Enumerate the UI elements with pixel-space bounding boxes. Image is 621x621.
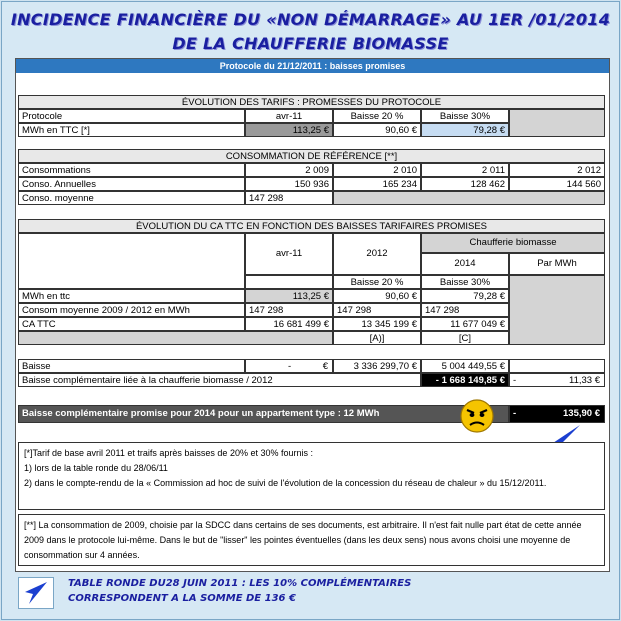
ca-ref-a: [A)] xyxy=(333,331,421,345)
baisse-label: Baisse xyxy=(18,359,245,373)
conso-header: CONSOMMATION DE RÉFÉRENCE [**] xyxy=(18,149,605,163)
annuelles-4: 144 560 xyxy=(509,177,605,191)
moyenne-value: 147 298 xyxy=(245,191,333,205)
ca-header: ÉVOLUTION DU CA TTC EN FONCTION DES BAISSES TARIFAIRES PROMISES xyxy=(18,219,605,233)
ca-consom-3: 147 298 xyxy=(421,303,509,317)
note-tarif-line3: 2) dans le compte-rendu de la « Commission ad hoc de suivi de l'évolution de la concession du réseau de chaleur » du 15/12/2011. xyxy=(24,478,547,488)
promise-value-cell xyxy=(509,405,605,423)
mwh-b30: 79,28 € xyxy=(421,123,509,137)
conso-y4: 2 012 xyxy=(509,163,605,177)
page-subtitle: DE LA CHAUFFERIE BIOMASSE xyxy=(172,34,449,53)
ca-consom-label: Consom moyenne 2009 / 2012 en MWh xyxy=(18,303,245,317)
ca-ttc-1: 16 681 499 € xyxy=(245,317,333,331)
note-tarif xyxy=(18,442,605,510)
ca-parmwh-empty xyxy=(509,275,605,345)
banner: Protocole du 21/12/2011 : baisses promises xyxy=(16,59,609,73)
ca-ttc-label: CA TTC xyxy=(18,317,245,331)
ca-col-chauff: Chaufferie biomasse xyxy=(421,233,605,253)
promise-dash: - xyxy=(513,408,517,419)
page-title: INCIDENCE FINANCIÈRE DU «NON DÉMARRAGE» AU 1ER /01/2014 xyxy=(10,10,611,29)
ca-sub-b20: Baisse 20 % xyxy=(333,275,421,289)
annuelles-label: Conso. Annuelles xyxy=(18,177,245,191)
tarifs-header: ÉVOLUTION DES TARIFS : PROMESSES DU PROTOCOLE xyxy=(18,95,605,109)
ca-mwh-b20: 90,60 € xyxy=(333,289,421,303)
baisse-b20: 3 336 299,70 € xyxy=(333,359,421,373)
moyenne-empty xyxy=(333,191,605,205)
conso-y3: 2 011 xyxy=(421,163,509,177)
annuelles-1: 150 936 xyxy=(245,177,333,191)
ca-blank xyxy=(18,233,245,289)
note-tarif-line1: [*]Tarif de base avril 2011 et traifs après baisses de 20% et 30% fournis : xyxy=(24,448,313,458)
footer-line1: TABLE RONDE DU28 JUIN 2011 : LES 10% COMPLÉMENTAIRES xyxy=(68,578,412,589)
angry-face-icon xyxy=(459,398,495,434)
ca-ref-c: [C] xyxy=(421,331,509,345)
ca-mwh-b30: 79,28 € xyxy=(421,289,509,303)
conso-y1: 2 009 xyxy=(245,163,333,177)
annuelles-3: 128 462 xyxy=(421,177,509,191)
compl-parmwh xyxy=(509,373,605,387)
ca-ttc-2: 13 345 199 € xyxy=(333,317,421,331)
ca-col-2012: 2012 xyxy=(333,233,421,275)
compl-value: - 1 668 149,85 € xyxy=(421,373,509,387)
ca-mwh-label: MWh en ttc xyxy=(18,289,245,303)
ca-ttc-3: 11 677 049 € xyxy=(421,317,509,331)
baisse-b30: 5 004 449,55 € xyxy=(421,359,509,373)
compl-dash: - xyxy=(513,375,517,386)
ca-col-avr: avr-11 xyxy=(245,233,333,275)
ca-sub-b30: Baisse 30% xyxy=(421,275,509,289)
tarifs-b30: Baisse 30% xyxy=(421,109,509,123)
ca-ref-blank xyxy=(18,331,333,345)
annuelles-2: 165 234 xyxy=(333,177,421,191)
spreadsheet xyxy=(15,58,610,572)
ca-col-2014: 2014 xyxy=(421,253,509,275)
compl-label: Baisse complémentaire liée à la chaufferie biomasse / 2012 xyxy=(18,373,421,387)
mwh-label: MWh en TTC [*] xyxy=(18,123,245,137)
baisse-dash: - xyxy=(288,361,292,372)
footer-arrow-icon xyxy=(19,578,53,608)
ca-consom-1: 147 298 xyxy=(245,303,333,317)
moyenne-label: Conso. moyenne xyxy=(18,191,245,205)
ca-consom-2: 147 298 xyxy=(333,303,421,317)
footer-arrow-box xyxy=(18,577,54,609)
ca-mwh-avr: 113,25 € xyxy=(245,289,333,303)
note-conso: [**] La consommation de 2009, choisie par la SDCC dans certains de ses documents, est arbitraire. Il n'est fait nulle part état de cette année 2009 dans le protocole lui-même. Dans le but de "lisser" les pointes éventuelles (dans les deux sens) nous avons choisi une moyenne de consommation sur 4 années. xyxy=(18,514,605,566)
tarifs-label: Protocole xyxy=(18,109,245,123)
ca-sub-blank xyxy=(245,275,333,289)
mwh-b20: 90,60 € xyxy=(333,123,421,137)
mwh-avr: 113,25 € xyxy=(245,123,333,137)
promise-label: Baisse complémentaire promise pour 2014 pour un appartement type : 12 MWh xyxy=(18,405,509,423)
conso-label: Consommations xyxy=(18,163,245,177)
ca-col-parmwh: Par MWh xyxy=(509,253,605,275)
promise-value: 135,90 € xyxy=(563,408,600,419)
baisse-avr xyxy=(245,359,333,373)
conso-y2: 2 010 xyxy=(333,163,421,177)
compl-parmwh-value: 11,33 € xyxy=(569,375,600,386)
footer-line2: CORRESPONDENT A LA SOMME DE 136 € xyxy=(68,593,296,604)
tarifs-empty xyxy=(509,109,605,137)
tarifs-avr: avr-11 xyxy=(245,109,333,123)
baisse-euro: € xyxy=(322,361,328,372)
tarifs-b20: Baisse 20 % xyxy=(333,109,421,123)
note-tarif-line2: 1) lors de la table ronde du 28/06/11 xyxy=(24,463,168,473)
baisse-empty xyxy=(509,359,605,373)
